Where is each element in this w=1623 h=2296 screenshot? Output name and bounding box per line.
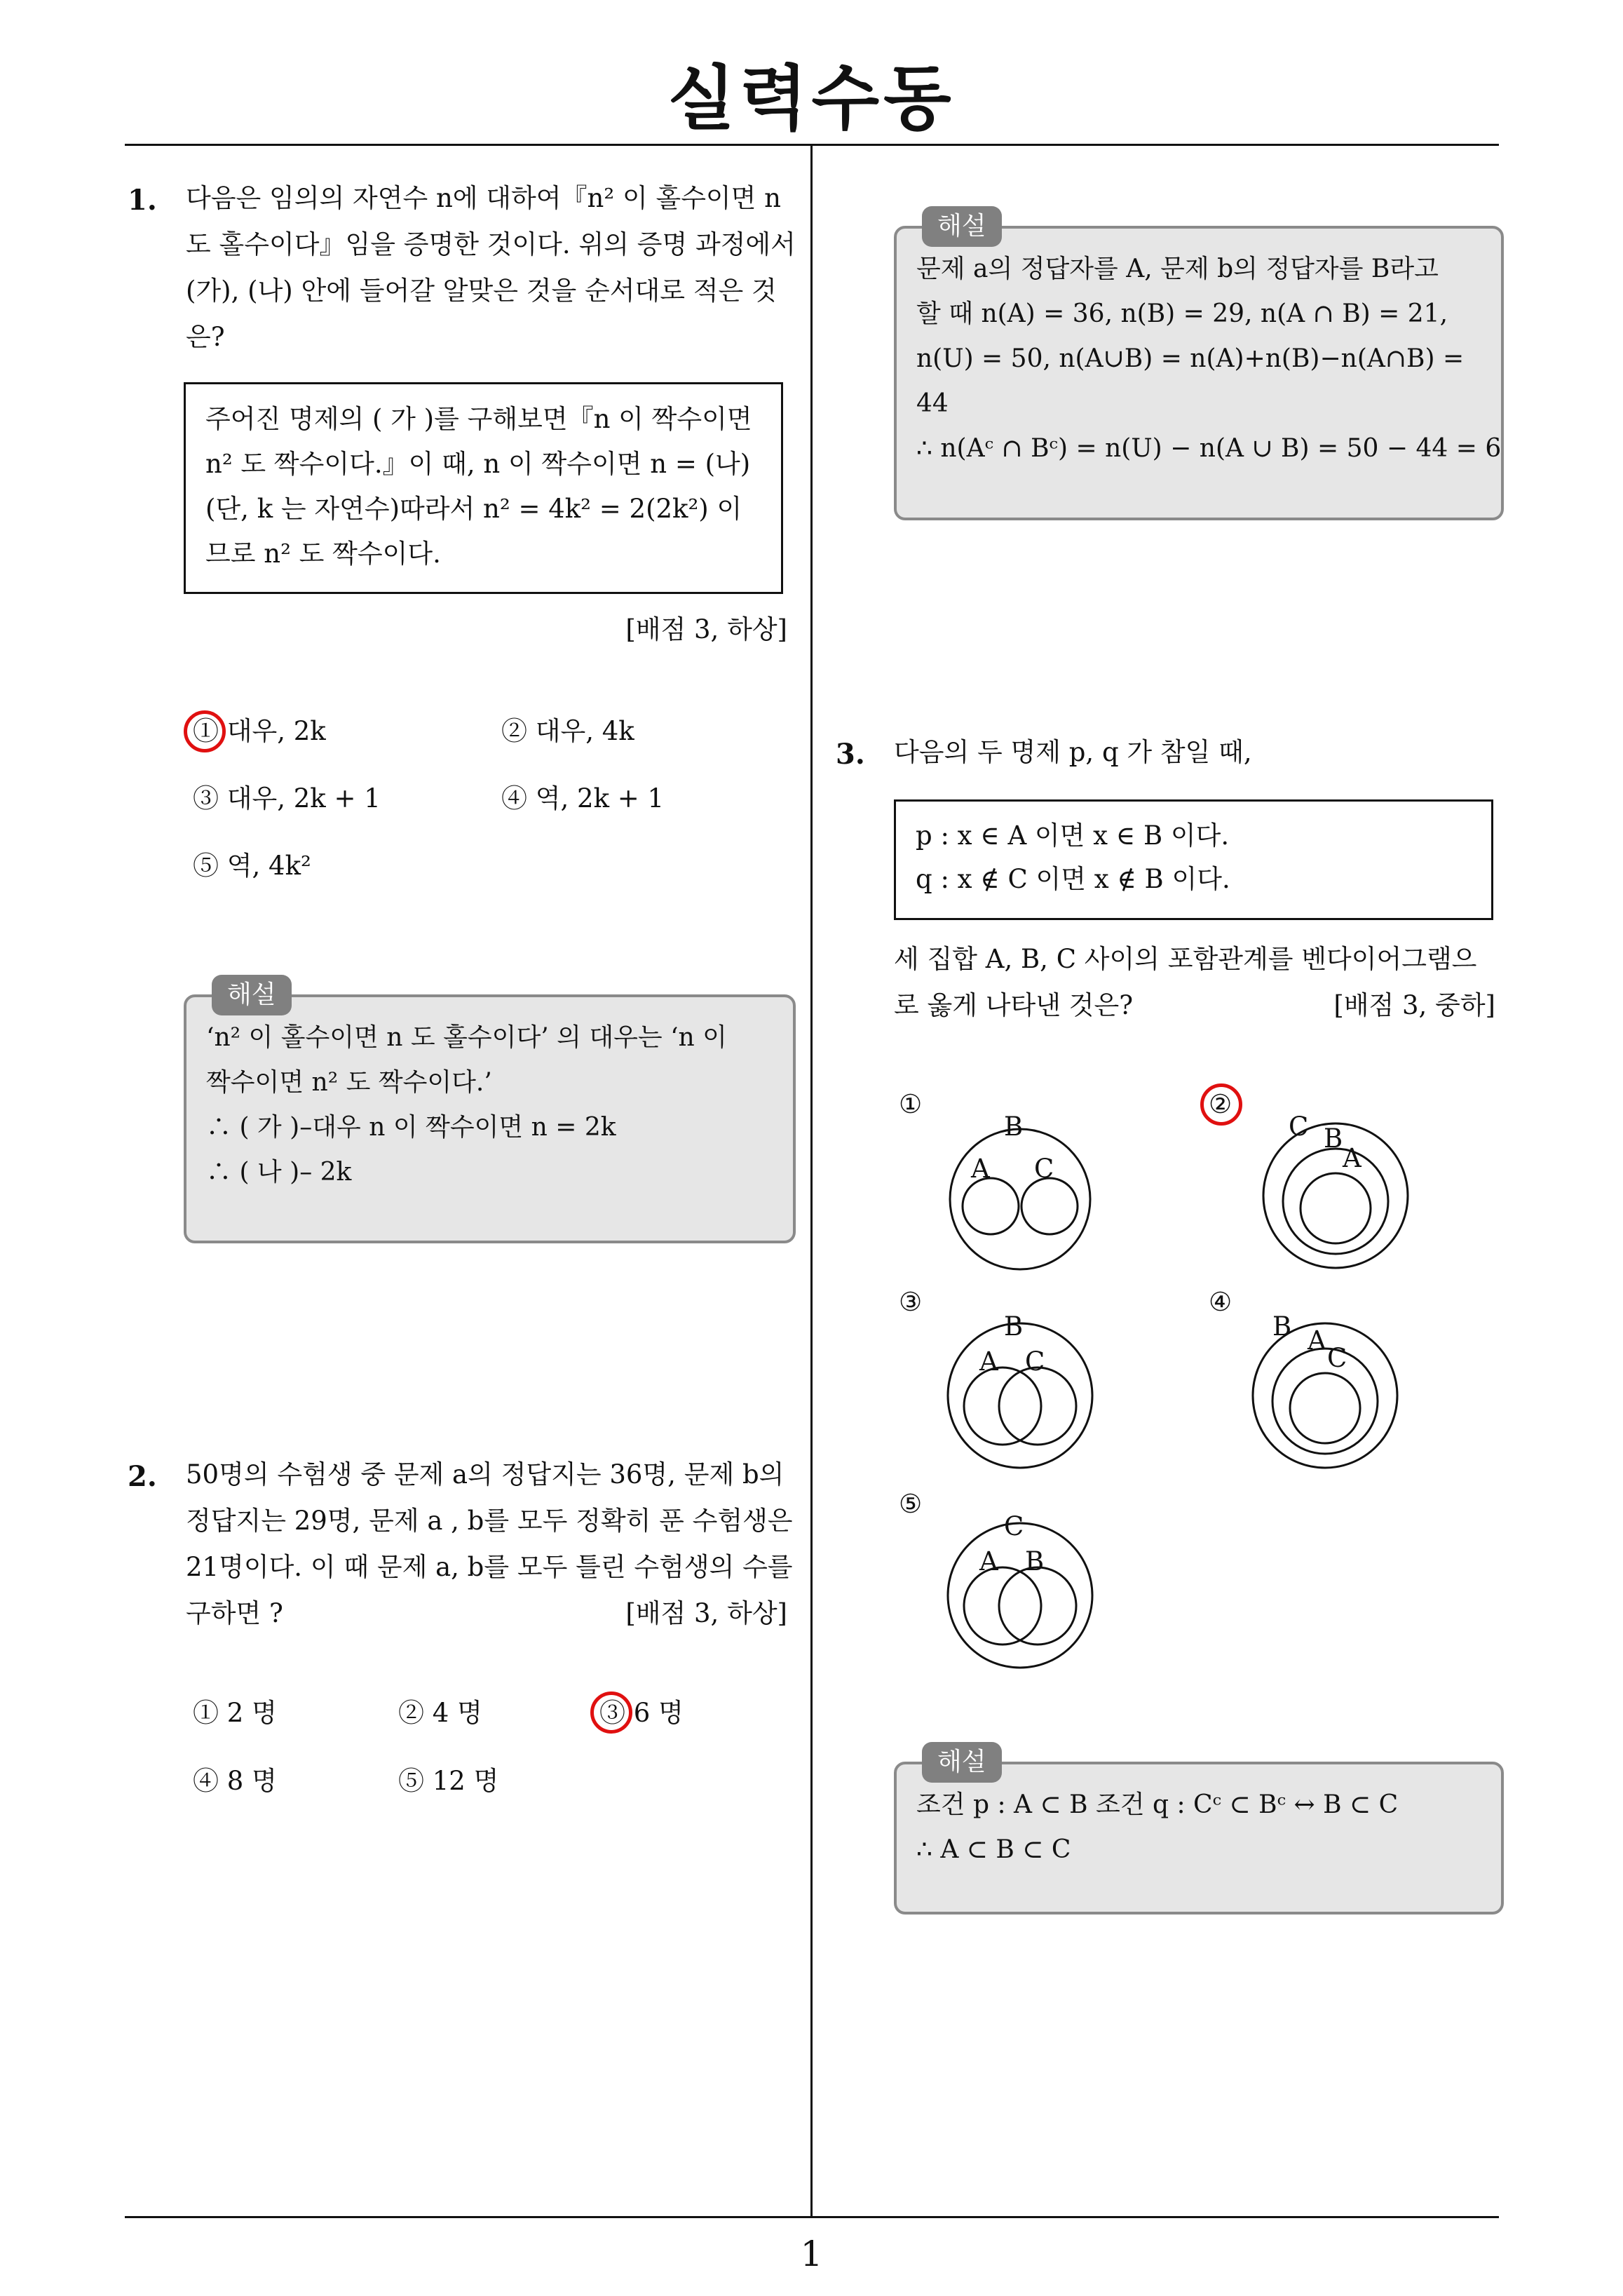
q3-solution-box <box>894 1748 1504 1915</box>
venn1-outer-label: B <box>1004 1112 1024 1142</box>
q2-choice-2[interactable]: ② 4 명 <box>398 1698 482 1728</box>
venn1-right-label: C <box>1034 1154 1054 1184</box>
q1-line: 도 홀수이다』임을 증명한 것이다. 위의 증명 과정에서 <box>186 229 796 259</box>
q3-line: 로 옳게 나타낸 것은? <box>894 990 1134 1020</box>
venn4-middle-label: A <box>1308 1325 1326 1356</box>
q3-choice-3[interactable]: ③ <box>899 1287 923 1317</box>
q1-choice-5[interactable]: ⑤ 역, 4k² <box>193 851 311 881</box>
q3-intro: 다음의 두 명제 p, q 가 참일 때, <box>894 737 1252 767</box>
q2-number: 2. <box>128 1460 157 1493</box>
q2-solution-line: 할 때 n(A) = 36, n(B) = 29, n(A ∩ B) = 21, <box>916 299 1448 328</box>
q3-choice-5[interactable]: ⑤ <box>899 1489 923 1519</box>
venn2-middle-label: B <box>1324 1123 1343 1154</box>
q3-condition-p: p : x ∈ A 이면 x ∈ B 이다. <box>916 821 1230 851</box>
q1-line: (가), (나) 안에 들어갈 알맞은 것을 순서대로 적은 것 <box>186 276 777 306</box>
q1-solution-line: ∴ ( 가 )–대우 n 이 짝수이면 n = 2k <box>206 1113 616 1142</box>
q2-line: 구하면 ? <box>186 1598 283 1628</box>
q2-line: 정답지는 29명, 문제 a , b를 모두 정확히 푼 수험생은 <box>186 1506 793 1536</box>
venn3-outer-label: B <box>1004 1311 1024 1342</box>
venn5-left-label: A <box>979 1546 998 1576</box>
q3-condition-q: q : x ∉ C 이면 x ∉ B 이다. <box>916 864 1230 894</box>
q2-line: 21명이다. 이 때 문제 a, b를 모두 틀린 수험생의 수를 <box>186 1552 793 1582</box>
page-title: 실력수동 <box>667 58 956 140</box>
q1-box-line: n² 도 짝수이다.』이 때, n 이 짝수이면 n = (나) <box>205 449 751 479</box>
q3-solution-tag: 해설 <box>922 1742 1002 1783</box>
column-divider <box>810 146 813 2218</box>
venn2-inner-label: A <box>1343 1143 1361 1173</box>
q2-choice-3[interactable]: ③ 6 명 <box>599 1698 684 1728</box>
venn5-outer-label: C <box>1004 1511 1024 1541</box>
q1-solution-line: 짝수이면 n² 도 짝수이다.’ <box>206 1068 492 1097</box>
q2-solution-line: ∴ n(Aᶜ ∩ Bᶜ) = n(U) − n(A ∪ B) = 50 − 44 = 6 <box>916 434 1502 463</box>
q2-solution-box <box>894 212 1504 520</box>
q1-number: 1. <box>128 184 157 217</box>
footer-rule <box>125 2216 1499 2218</box>
q2-solution-line: 44 <box>916 389 949 418</box>
q1-box-line: 므로 n² 도 짝수이다. <box>205 539 441 569</box>
q2-choice-4[interactable]: ④ 8 명 <box>193 1766 277 1796</box>
q3-solution-line: ∴ A ⊂ B ⊂ C <box>916 1835 1071 1864</box>
q1-solution-box <box>184 980 796 1243</box>
venn1-left-label: A <box>971 1154 990 1184</box>
venn3-right-label: C <box>1025 1346 1045 1377</box>
q3-score: [배점 3, 중하] <box>1333 990 1495 1020</box>
q1-line: 은? <box>186 322 225 352</box>
venn3-left-label: A <box>979 1346 998 1377</box>
q3-condition-box <box>894 799 1493 920</box>
q1-box-line: 주어진 명제의 ( 가 )를 구해보면『n 이 짝수이면 <box>205 404 752 434</box>
page-number: 1 <box>800 2234 823 2274</box>
q2-choice-1[interactable]: ① 2 명 <box>193 1698 277 1728</box>
q1-solution-line: ‘n² 이 홀수이면 n 도 홀수이다’ 의 대우는 ‘n 이 <box>206 1023 727 1052</box>
q2-score: [배점 3, 하상] <box>625 1598 787 1628</box>
q2-line: 50명의 수험생 중 문제 a의 정답지는 36명, 문제 b의 <box>186 1459 785 1490</box>
q3-number: 3. <box>836 738 865 771</box>
q1-box-line: (단, k 는 자연수)따라서 n² = 4k² = 2(2k²) 이 <box>205 494 742 524</box>
q3-choice-2[interactable]: ② <box>1209 1089 1232 1119</box>
q1-solution-tag: 해설 <box>212 975 292 1015</box>
venn4-inner-label: C <box>1327 1343 1347 1373</box>
q3-choice-1[interactable]: ① <box>899 1089 923 1119</box>
q1-proof-box <box>184 382 783 594</box>
q2-solution-line: n(U) = 50, n(A∪B) = n(A)+n(B)−n(A∩B) = <box>916 344 1465 373</box>
q1-choice-4[interactable]: ④ 역, 2k + 1 <box>501 783 665 813</box>
venn4-outer-label: B <box>1272 1311 1292 1342</box>
q1-solution-line: ∴ ( 나 )– 2k <box>206 1158 352 1187</box>
q3-choice-4[interactable]: ④ <box>1209 1287 1232 1317</box>
q2-solution-line: 문제 a의 정답자를 A, 문제 b의 정답자를 B라고 <box>916 255 1439 283</box>
q1-choice-1[interactable]: ① 대우, 2k <box>193 716 326 746</box>
q1-choice-3[interactable]: ③ 대우, 2k + 1 <box>193 783 381 813</box>
q2-solution-tag: 해설 <box>922 206 1002 247</box>
venn5-right-label: B <box>1025 1546 1045 1576</box>
q1-score: [배점 3, 하상] <box>625 614 787 644</box>
q1-choice-2[interactable]: ② 대우, 4k <box>501 716 634 746</box>
q1-text <box>186 175 803 360</box>
q3-solution-line: 조건 p : A ⊂ B 조건 q : Cᶜ ⊂ Bᶜ ↔ B ⊂ C <box>916 1790 1399 1819</box>
q3-line: 세 집합 A, B, C 사이의 포함관계를 벤다이어그램으 <box>894 944 1477 974</box>
q2-choice-5[interactable]: ⑤ 12 명 <box>398 1766 499 1796</box>
q1-line: 다음은 임의의 자연수 n에 대하여『n² 이 홀수이면 n <box>186 183 782 213</box>
venn2-outer-label: C <box>1289 1112 1309 1142</box>
